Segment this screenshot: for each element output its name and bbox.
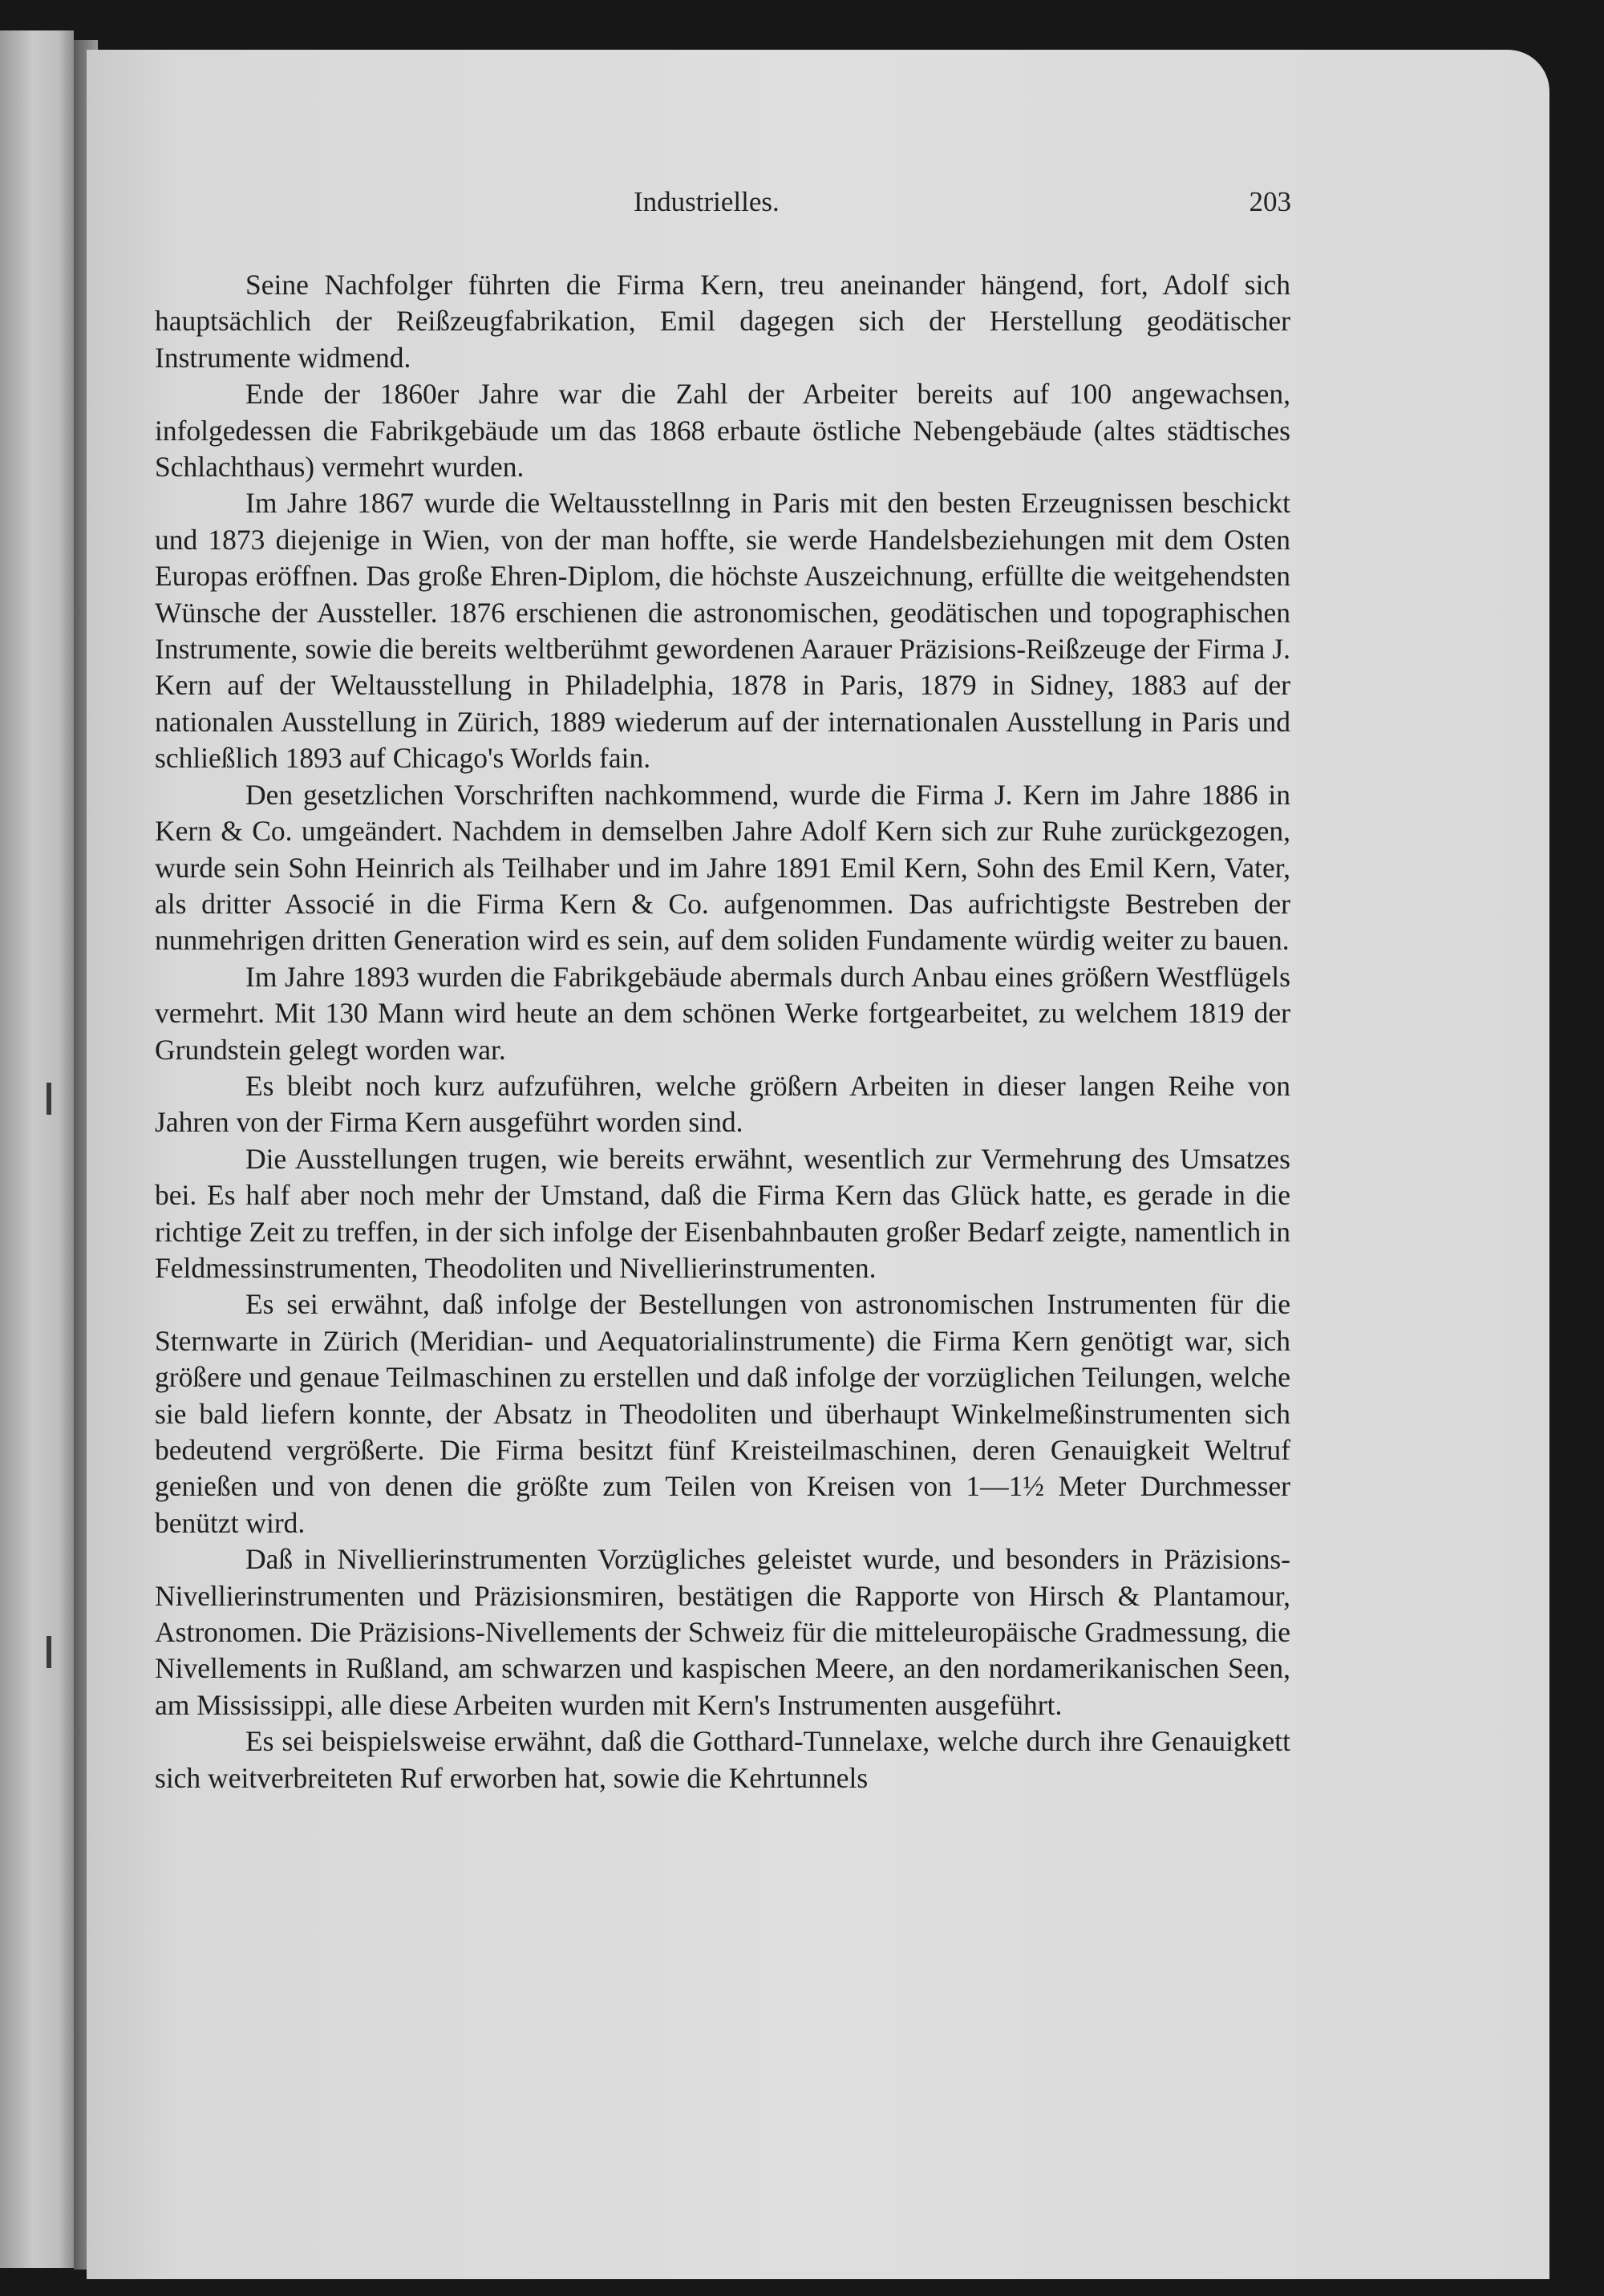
paragraph: Die Ausstellungen trugen, wie bereits erwähnt, wesentlich zur Vermehrung des Umsatzes bei. Es half aber noch mehr der Umstand, daß die Firma Kern das Glück hatte, es gerade in die richtige Zeit zu treffen, in der sich infolge der Eisenbahnbauten großer Bedarf zeigte, namentlich in Feldmessinstrumenten, Theodoliten und Nivellierinstrumenten. [155,1142,1290,1284]
facing-page-edge [0,30,74,2268]
paragraph: Ende der 1860er Jahre war die Zahl der Arbeiter bereits auf 100 angewachsen, infolgedessen die Fabrikgebäude um das 1868 erbaute östliche Nebengebäude (altes städtisches Schlachthaus) vermehrt wurden. [155,378,1290,484]
paragraph: Im Jahre 1867 wurde die Weltausstellnng in Paris mit den besten Erzeugnissen beschickt und 1873 diejenige in Wien, von der man hoffte, sie werde Handelsbeziehungen mit dem Osten Europas eröffnen. Das große Ehren-Diplom, die höchste Auszeichnung, erfüllte die weitgehendsten Wünsche der Aussteller. 1876 erschienen die astronomischen, geodätischen und topographischen Instrumente, sowie die bereits weltberühmt gewordenen Aarauer Präzisions-Reißzeuge der Firma J. Kern auf der Weltausstellung in Philadelphia, 1878 in Paris, 1879 in Sidney, 1883 auf der nationalen Ausstellung in Zürich, 1889 wiederum auf der internationalen Ausstellung in Paris und schließlich 1893 auf Chicago's Worlds fain. [155,487,1290,775]
margin-mark [47,1636,51,1668]
paragraph: Es sei beispielsweise erwähnt, daß die Gotthard-Tunnelaxe, welche durch ihre Genauigkett sich weitverbreiteten Ruf erworben hat, sowie die Kehrtunnels [155,1725,1290,1794]
body-text [155,267,1290,1796]
paragraph: Es sei erwähnt, daß infolge der Bestellungen von astronomischen Instrumenten für die Sternwarte in Zürich (Meridian- und Aequatorialinstrumente) die Firma Kern genötigt war, sich größere und genaue Teilmaschinen zu erstellen und daß infolge der vorzüglichen Teilungen, welche sie bald liefern konnte, der Absatz in Theodoliten und überhaupt Winkelmeßinstrumenten sich bedeutend vergrößerte. Die Firma besitzt fünf Kreisteilmaschinen, deren Genauigkeit Weltruf genießen und von denen die größte zum Teilen von Kreisen von 1—1½ Meter Durchmesser benützt wird. [155,1288,1290,1539]
running-head-title: Industrielles. [634,186,780,217]
paragraph: Es bleibt noch kurz aufzuführen, welche größern Arbeiten in dieser langen Reihe von Jahren von der Firma Kern ausgeführt worden sind. [155,1069,1290,1139]
page-number: 203 [1249,186,1291,217]
paragraph: Seine Nachfolger führten die Firma Kern, treu aneinander hängend, fort, Adolf sich hauptsächlich der Reißzeugfabrikation, Emil dagegen sich der Herstellung geodätischer Instrumente widmend. [155,269,1290,374]
paragraph: Daß in Nivellierinstrumenten Vorzügliches geleistet wurde, und besonders in Präzisions-Nivellierinstrumenten und Präzisionsmiren, bestätigen die Rapporte von Hirsch & Plantamour, Astronomen. Die Präzisions-Nivellements der Schweiz für die mitteleuropäische Gradmessung, die Nivellements in Rußland, am schwarzen und kaspischen Meere, an den nordamerikanischen Seen, am Mississippi, alle diese Arbeiten wurden mit Kern's Instrumenten ausgeführt. [155,1543,1290,1721]
margin-mark [47,1083,51,1115]
paragraph: Den gesetzlichen Vorschriften nachkommend, wurde die Firma J. Kern im Jahre 1886 in Kern & Co. umgeändert. Nachdem in demselben Jahre Adolf Kern sich zur Ruhe zurückgezogen, wurde sein Sohn Heinrich als Teilhaber und im Jahre 1891 Emil Kern, Sohn des Emil Kern, Vater, als dritter Associé in die Firma Kern & Co. aufgenommen. Das aufrichtigste Bestreben der nunmehrigen dritten Generation wird es sein, auf dem soliden Fundamente würdig weiter zu bauen. [155,778,1290,957]
paragraph: Im Jahre 1893 wurden die Fabrikgebäude abermals durch Anbau eines größern Westflügels vermehrt. Mit 130 Mann wird heute an dem schönen Werke fortgearbeitet, zu welchem 1819 der Grundstein gelegt worden war. [155,960,1290,1066]
